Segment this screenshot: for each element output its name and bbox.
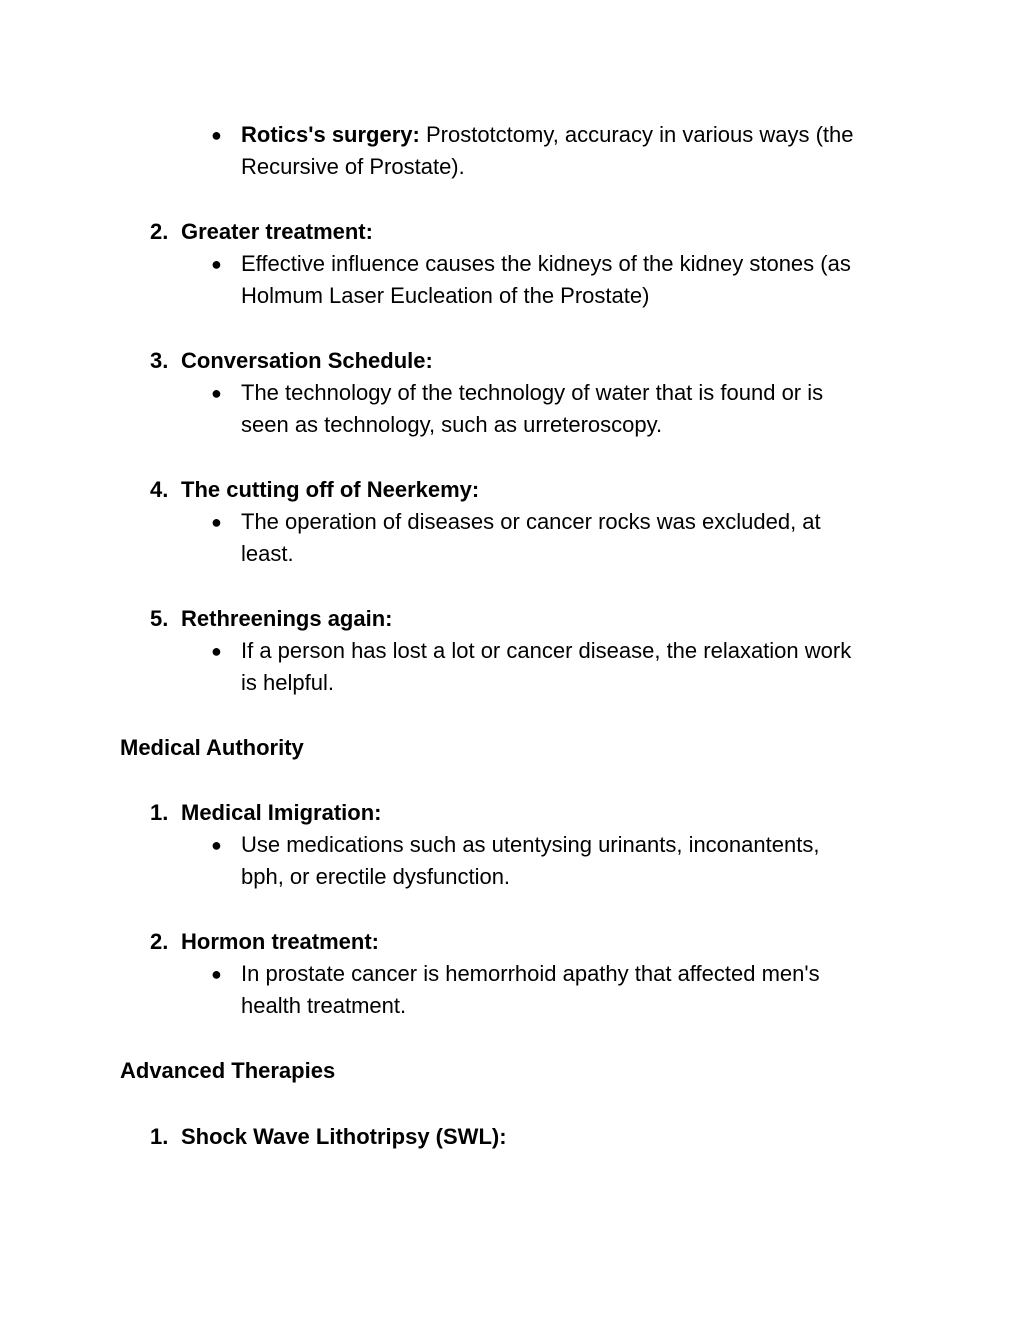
bullet-glyph: ● [211,641,222,661]
bullet-line: seen as technology, such as urreteroscopy. [241,412,663,437]
list-number: 3. [150,348,169,373]
bullet-line: The operation of diseases or cancer rocks was excluded, at [241,509,821,534]
bullet-glyph: ● [211,383,222,403]
list-number: 2. [150,219,169,244]
list-item-title: Shock Wave Lithotripsy (SWL): [181,1124,507,1149]
bullet-line: bph, or erectile dysfunction. [241,864,511,889]
list-item-title: Rethreenings again: [181,606,393,631]
bullet-glyph: ● [211,964,222,984]
list-item-title: The cutting off of Neerkemy: [181,477,480,502]
list-number: 1. [150,1124,169,1149]
section-heading: Advanced Therapies [120,1058,336,1083]
list-number: 4. [150,477,169,502]
bullet-line [241,119,854,151]
bullet-line: is helpful. [241,670,334,695]
list-item-title: Greater treatment: [181,219,373,244]
bullet-line: In prostate cancer is hemorrhoid apathy that affected men's [241,961,820,986]
bullet-lead: Rotics's surgery: [241,122,420,147]
bullet-line: health treatment. [241,993,407,1018]
list-number: 5. [150,606,169,631]
bullet-line: Effective influence causes the kidneys of the kidney stones (as [241,251,851,276]
section-heading: Medical Authority [120,735,304,760]
list-item-title: Conversation Schedule: [181,348,433,373]
bullet-glyph: ● [211,254,222,274]
bullet-line: If a person has lost a lot or cancer disease, the relaxation work [241,638,852,663]
bullet-line: Recursive of Prostate). [241,154,465,179]
bullet-line: The technology of the technology of water that is found or is [241,380,824,405]
list-item-title: Medical Imigration: [181,800,382,825]
list-number: 2. [150,929,169,954]
bullet-glyph: ● [211,835,222,855]
bullet-glyph: ● [211,125,222,145]
bullet-text: Prostotctomy, accuracy in various ways (the [419,122,854,147]
list-item-title: Hormon treatment: [181,929,380,954]
list-number: 1. [150,800,169,825]
bullet-line: least. [241,541,294,566]
bullet-line: Holmum Laser Eucleation of the Prostate) [241,283,650,308]
bullet-line: Use medications such as utentysing urinants, inconantents, [241,832,820,857]
bullet-glyph: ● [211,512,222,532]
